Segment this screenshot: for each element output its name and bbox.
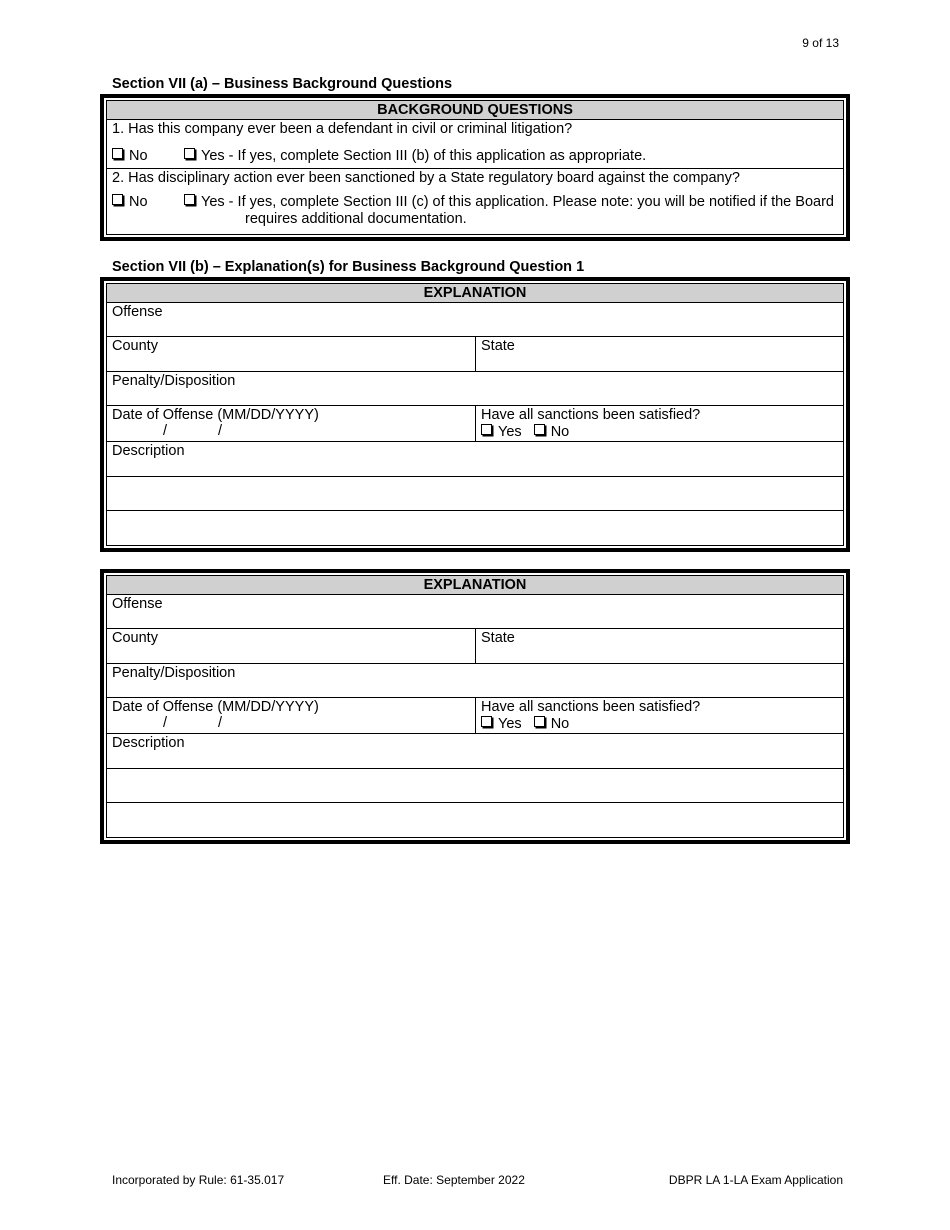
state-field[interactable]: [476, 337, 843, 371]
explanation-1-header: EXPLANATION: [107, 284, 843, 303]
background-questions-header: BACKGROUND QUESTIONS: [107, 101, 843, 120]
date-separator: /: [218, 715, 223, 731]
checkbox-icon[interactable]: [184, 194, 195, 205]
checkbox-icon[interactable]: [481, 424, 492, 435]
footer-form-name: DBPR LA 1-LA Exam Application: [668, 1173, 843, 1187]
sanctions-yes-label: Yes: [498, 424, 522, 440]
question-1-yes-option[interactable]: [184, 148, 838, 165]
penalty-label: Penalty/Disposition: [112, 665, 236, 681]
question-2-no-option[interactable]: [112, 194, 184, 228]
description-line[interactable]: [107, 803, 843, 837]
description-line[interactable]: [107, 511, 843, 545]
penalty-label: Penalty/Disposition: [112, 373, 236, 389]
date-of-offense-field[interactable]: [107, 406, 476, 441]
sanctions-no-option[interactable]: [534, 424, 570, 440]
sanctions-no-label: No: [550, 424, 570, 440]
question-2-row: [107, 169, 843, 234]
date-of-offense-label: Date of Offense (MM/DD/YYYY): [112, 407, 319, 423]
question-1-no-option[interactable]: [112, 148, 184, 165]
sanctions-no-label: No: [550, 716, 570, 732]
county-label: County: [112, 630, 158, 646]
explanation-2-header: EXPLANATION: [107, 576, 843, 595]
sanctions-yes-label: Yes: [498, 716, 522, 732]
checkbox-icon[interactable]: [481, 716, 492, 727]
question-2-no-label: No: [129, 194, 148, 210]
offense-field[interactable]: [107, 595, 843, 629]
description-line[interactable]: [107, 769, 843, 803]
explanation-table-2: [100, 569, 850, 844]
county-label: County: [112, 338, 158, 354]
question-1-yes-label: Yes - If yes, complete Section III (b) of this application as appropriate.: [201, 148, 647, 164]
checkbox-icon[interactable]: [184, 148, 195, 159]
page-number: 9 of 13: [802, 36, 839, 50]
state-field[interactable]: [476, 629, 843, 663]
county-field[interactable]: [107, 337, 476, 371]
date-separator: /: [163, 423, 168, 439]
sanctions-yes-option[interactable]: [481, 716, 522, 732]
date-of-offense-label: Date of Offense (MM/DD/YYYY): [112, 699, 319, 715]
footer-rule: Incorporated by Rule: 61-35.017: [112, 1173, 285, 1187]
section-b-title: Section VII (b) – Explanation(s) for Business Background Question 1: [112, 259, 585, 275]
explanation-table-1: [100, 277, 850, 552]
footer-eff-date: Eff. Date: September 2022: [383, 1173, 525, 1187]
sanctions-label: Have all sanctions been satisfied?: [481, 699, 701, 715]
state-label: State: [481, 338, 515, 354]
date-separator: /: [218, 423, 223, 439]
penalty-field[interactable]: [107, 664, 843, 698]
date-of-offense-field[interactable]: [107, 698, 476, 733]
penalty-field[interactable]: [107, 372, 843, 406]
state-label: State: [481, 630, 515, 646]
checkbox-icon[interactable]: [112, 194, 123, 205]
checkbox-icon[interactable]: [112, 148, 123, 159]
offense-label: Offense: [112, 596, 163, 612]
county-field[interactable]: [107, 629, 476, 663]
date-separator: /: [163, 715, 168, 731]
checkbox-icon[interactable]: [534, 716, 545, 727]
question-2-yes-label: Yes - If yes, complete Section III (c) of this application. Please note: you will be notified if the Board requires additional documentation.: [201, 194, 834, 227]
checkbox-icon[interactable]: [534, 424, 545, 435]
description-field[interactable]: [107, 734, 843, 769]
question-1-row: [107, 120, 843, 169]
description-field[interactable]: [107, 442, 843, 477]
section-a-title: Section VII (a) – Business Background Questions: [112, 76, 453, 92]
sanctions-label: Have all sanctions been satisfied?: [481, 407, 701, 423]
description-label: Description: [112, 735, 185, 751]
question-1-text: 1. Has this company ever been a defendant in civil or criminal litigation?: [112, 121, 573, 137]
description-label: Description: [112, 443, 185, 459]
question-2-text: 2. Has disciplinary action ever been sanctioned by a State regulatory board against the company?: [112, 170, 740, 186]
sanctions-no-option[interactable]: [534, 716, 570, 732]
offense-field[interactable]: [107, 303, 843, 337]
background-questions-table: [100, 94, 850, 241]
sanctions-yes-option[interactable]: [481, 424, 522, 440]
description-line[interactable]: [107, 477, 843, 511]
question-1-no-label: No: [129, 148, 148, 164]
offense-label: Offense: [112, 304, 163, 320]
question-2-yes-option[interactable]: [184, 194, 838, 228]
